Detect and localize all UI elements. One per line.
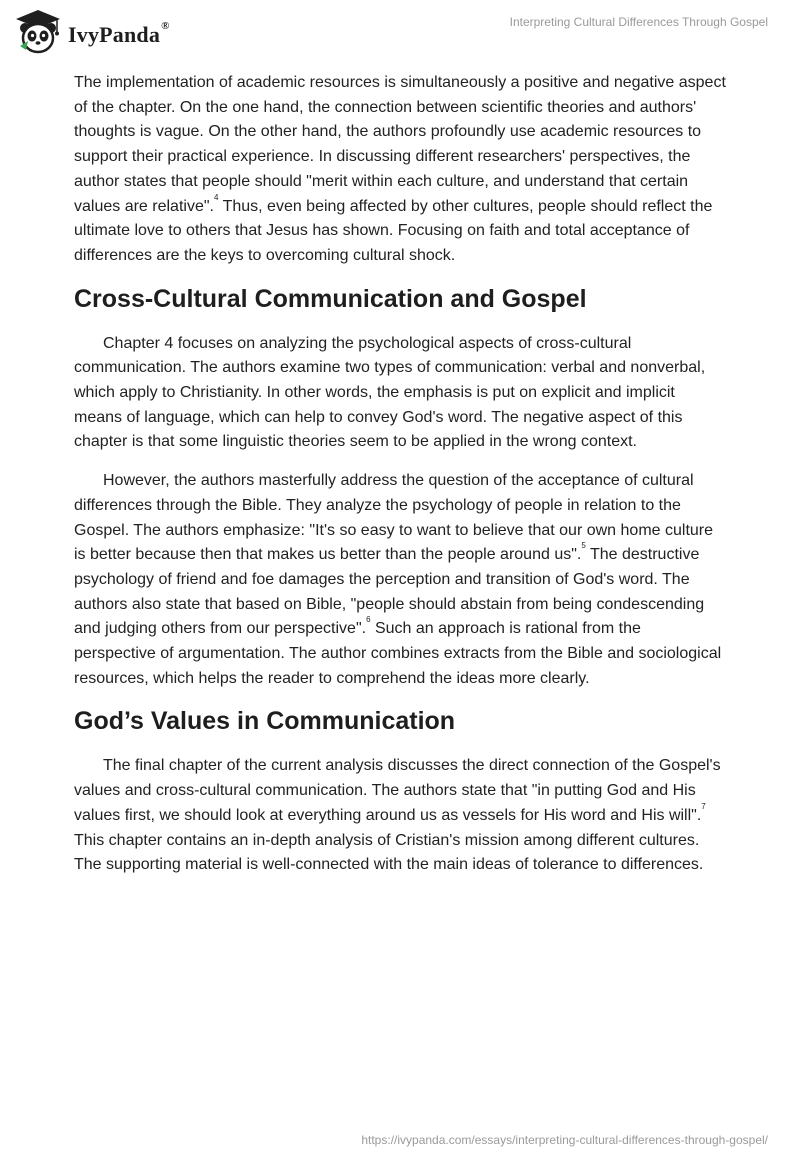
footnote-ref[interactable]: 6 <box>366 615 371 625</box>
paragraph: The implementation of academic resources is simultaneously a positive and negative aspect of the chapter. On the one hand, the connection between scientific theories and authors' thoughts is vague. On the other hand, the authors profoundly use academic resources to support their practical experience. In discussing different researchers' perspectives, the author states that people should "merit within each culture, and understand that certain values are relative".$^4$ Thus, even being affected by other cultures, people should reflect the ultimate love to others that Jesus has shown. Focusing on faith and total acceptance of differences are the keys to overcoming cultural shock. <box>74 74 726 264</box>
footnote-ref[interactable]: 7 <box>701 801 706 811</box>
panda-graduate-icon <box>14 8 62 56</box>
document-title: Interpreting Cultural Differences Through Gospel <box>509 15 768 29</box>
brand-name: IvyPanda® <box>68 20 170 47</box>
source-url[interactable]: https://ivypanda.com/essays/interpreting-cultural-differences-through-gospel/ <box>361 1133 768 1147</box>
paragraph: However, the authors masterfully address the question of the acceptance of cultural differences through the Bible. They analyze the psychology of people in relation to the Gospel. The authors emphasize: "It's so easy to want to believe that our own home culture is better because then that makes us better than the people around us".$^5$ The destructive psychology of friend and foe damages the perception and transition of God's word. The authors also state that based on Bible, "people should abstain from being condescending and judging others from our perspective".$^6$ Such an approach is rational from the perspective of argumentation. The author combines extracts from the Bible and sociological resources, which helps the reader to comprehend the ideas more clearly. <box>74 472 722 687</box>
section-heading: God’s Values in Communication <box>74 707 456 736</box>
footnote-ref[interactable]: 4 <box>213 192 219 202</box>
paragraph: Chapter 4 focuses on analyzing the psychological aspects of cross-cultural communication. The authors examine two types of communication: verbal and nonverbal, which apply to Christianity. In other words, the emphasis is put on explicit and implicit means of language, which can help to convey God's word. The negative aspect of this chapter is that some linguistic theories seem to be applied in the wrong context. <box>74 334 706 451</box>
section-heading: Cross-Cultural Communication and Gospel <box>74 284 587 313</box>
paragraph: The final chapter of the current analysis discusses the direct connection of the Gospel's values and cross-cultural communication. The authors state that "in putting God and His values first, we should look at everything around us as vessels for His word and His will".$^7$ This chapter contains an in-depth analysis of Cristian's mission among different cultures. The supporting material is well-connected with the main ideas of tolerance to differences. <box>74 757 721 874</box>
footnote-ref[interactable]: 5 <box>581 541 586 551</box>
essay-content <box>74 71 726 892</box>
page-header <box>0 0 800 70</box>
registered-mark: ® <box>161 20 170 32</box>
ivypanda-logo[interactable] <box>14 8 170 56</box>
